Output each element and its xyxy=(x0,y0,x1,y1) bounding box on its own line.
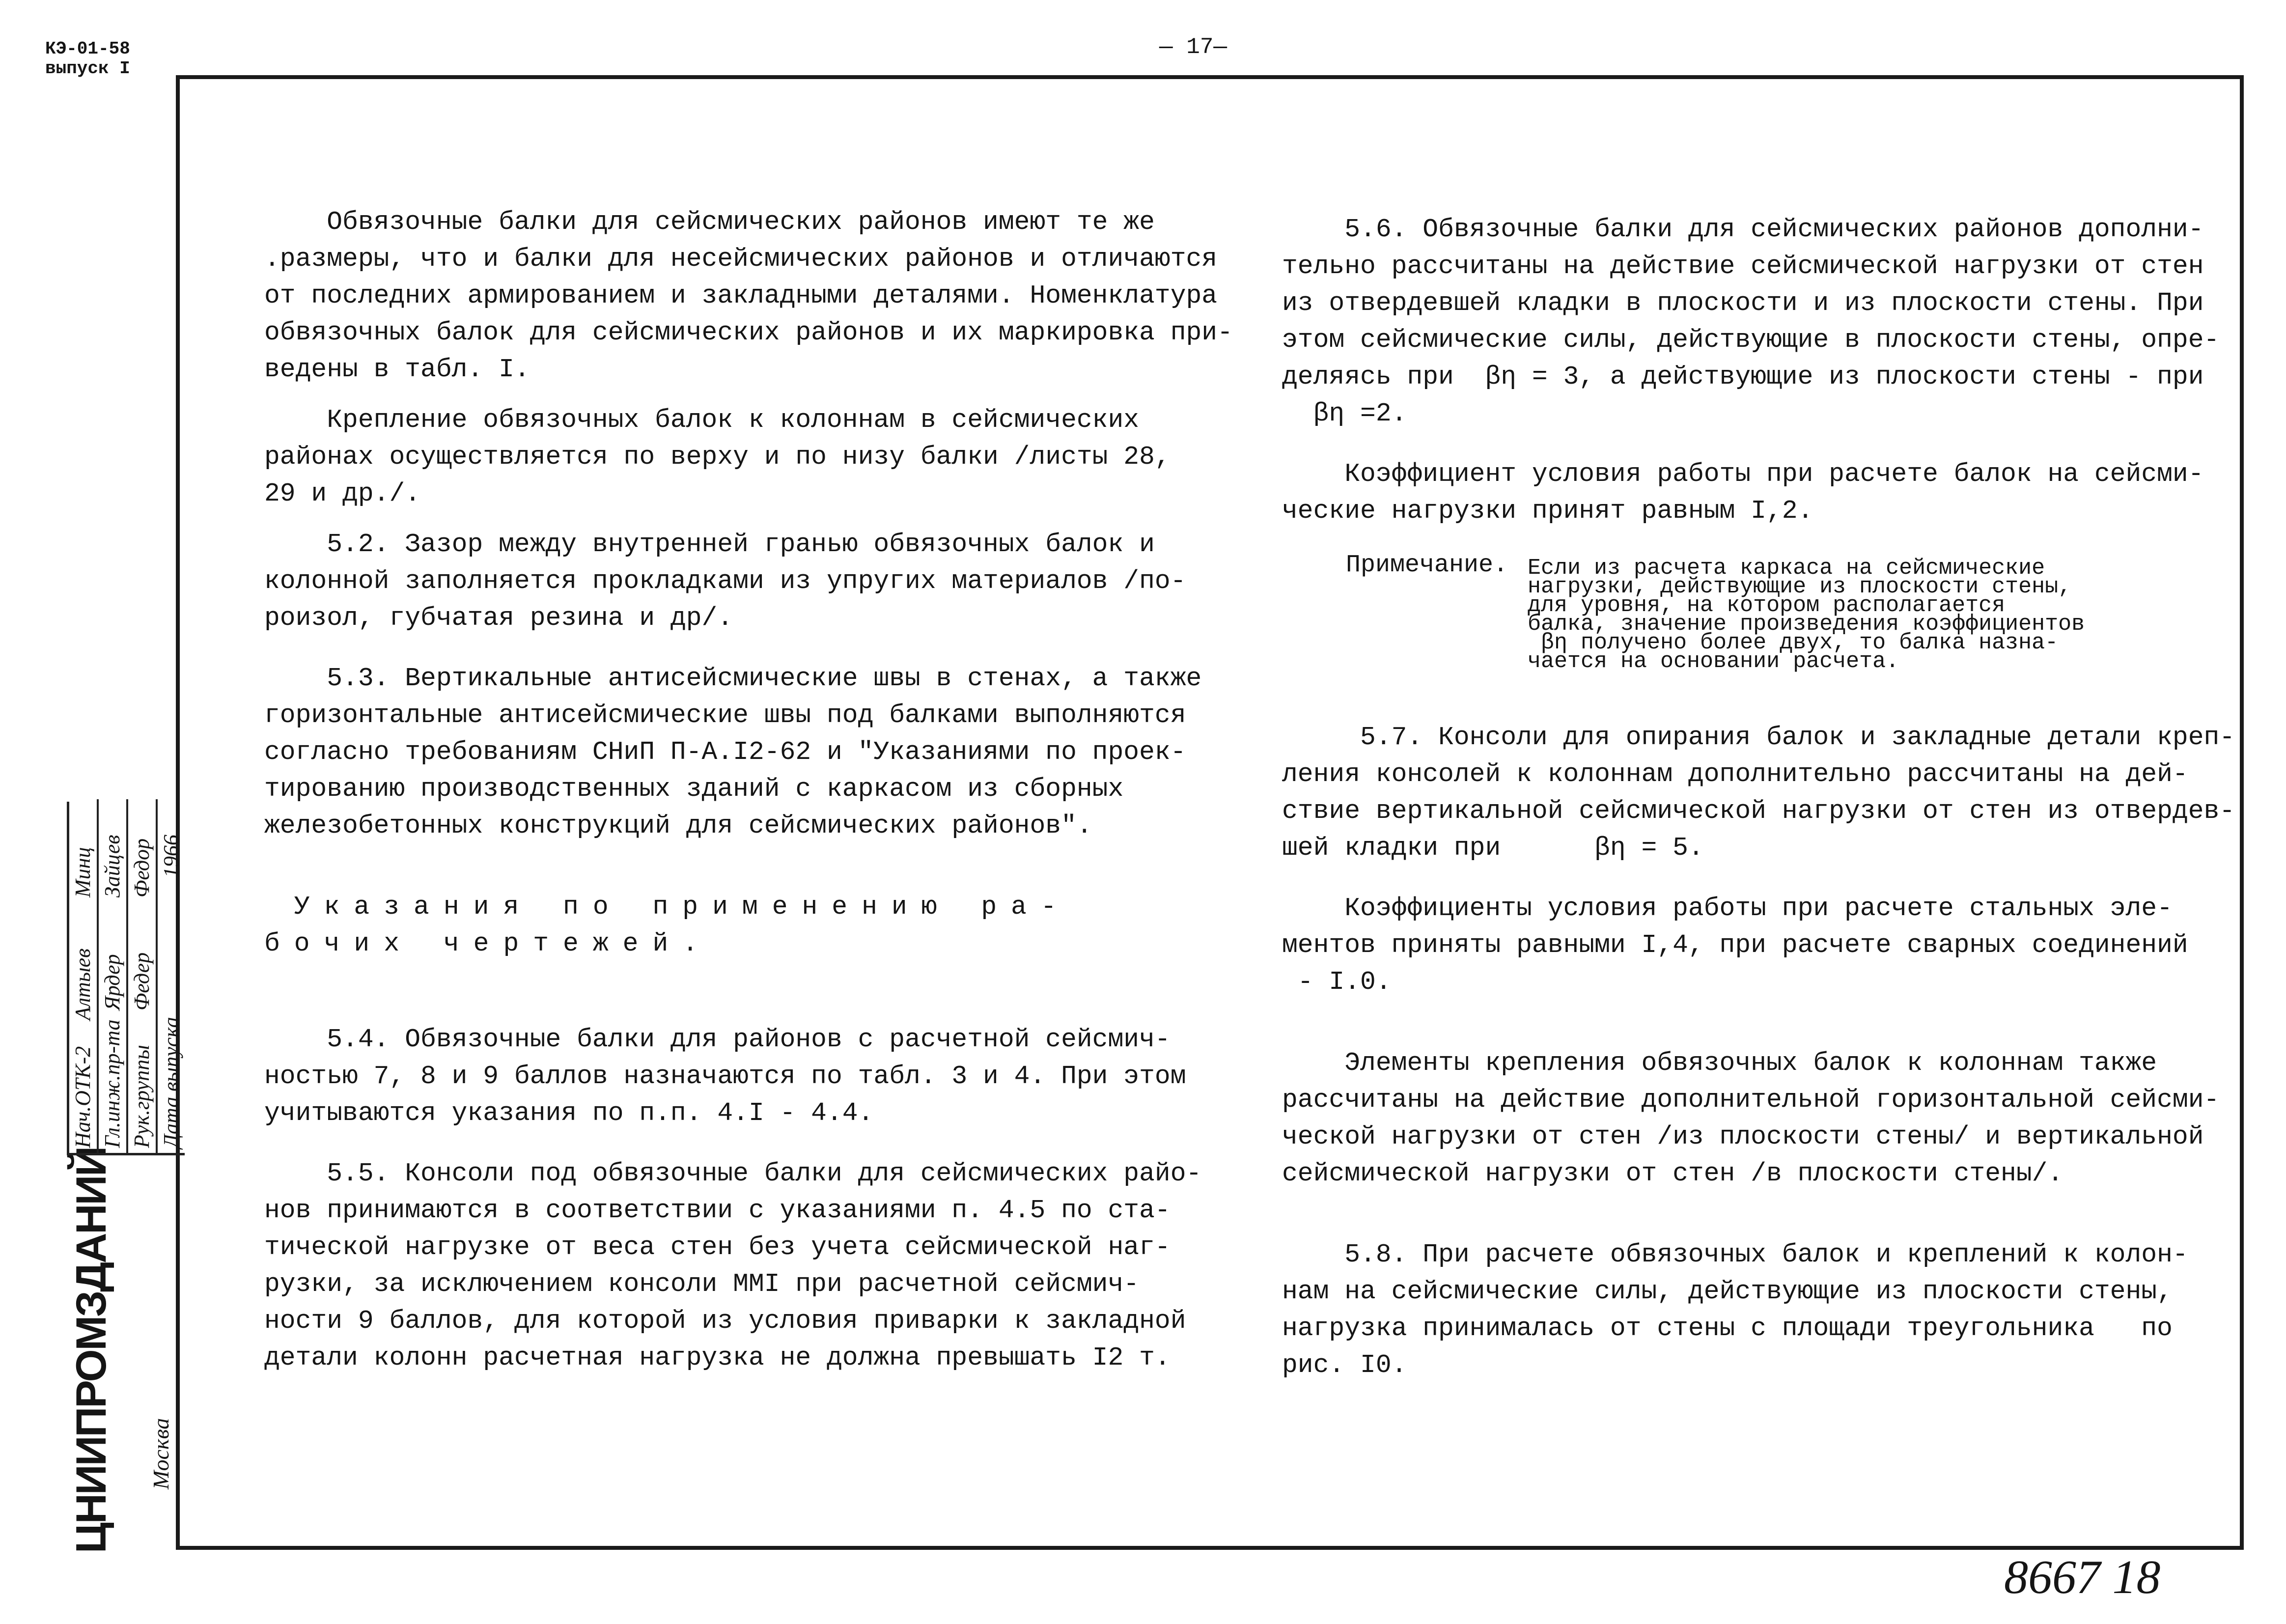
text-line: Элементы крепления обвязочных балок к колоннам также xyxy=(1282,1048,2157,1078)
text-line: 5.3. Вертикальные антисейсмические швы в стенах, а также xyxy=(264,664,1202,693)
stamp-city: Москва xyxy=(148,1418,173,1489)
stamp-role: Дата выпуска xyxy=(159,1017,183,1148)
text-line: тической нагрузке от веса стен без учета сейсмической наг- xyxy=(264,1232,1171,1262)
text-line: сейсмической нагрузки от стен /в плоскости стены/. xyxy=(1282,1159,2063,1188)
note-text xyxy=(1528,556,2085,674)
text-line: колонной заполняется прокладками из упругих материалов /по- xyxy=(264,566,1186,596)
document-code-line2: выпуск I xyxy=(45,58,130,79)
text-line: Коэффициенты условия работы при расчете стальных эле- xyxy=(1282,894,2173,923)
note-line: Если из расчета каркаса на сейсмические xyxy=(1528,556,2045,581)
text-line: Крепление обвязочных балок к колоннам в сейсмических xyxy=(264,405,1140,435)
elements-paragraph xyxy=(1282,1045,2220,1192)
text-line: рис. I0. xyxy=(1282,1350,1407,1380)
text-line: 5.8. При расчете обвязочных балок и креплений к колон- xyxy=(1282,1240,2188,1269)
text-line: нам на сейсмические силы, действующие из плоскости стены, xyxy=(1282,1277,2173,1306)
stamp-grid xyxy=(67,802,185,1155)
text-line: детали колонн расчетная нагрузка не должна превышать I2 т. xyxy=(264,1343,1171,1372)
section-5-7 xyxy=(1282,719,2235,867)
text-line: учитываются указания по п.п. 4.I - 4.4. xyxy=(264,1098,874,1128)
intro-paragraph xyxy=(264,204,1233,388)
text-line: горизонтальные антисейсмические швы под балками выполняются xyxy=(264,700,1186,730)
mount-paragraph xyxy=(264,402,1198,512)
text-line: ческой нагрузки от стен /из плоскости стены/ и вертикальной xyxy=(1282,1122,2204,1151)
text-line: ствие вертикальной сейсмической нагрузки от стен из отвердев- xyxy=(1282,796,2235,826)
text-line: .размеры, что и балки для несейсмических районов и отличаются xyxy=(264,244,1218,274)
title-stamp xyxy=(67,802,185,1553)
text-line: 5.2. Зазор между внутренней гранью обвязочных балок и xyxy=(264,530,1155,559)
stamp-row xyxy=(158,799,187,1153)
text-line: районах осуществляется по верху и по низу балки /листы 28, xyxy=(264,442,1171,472)
stamp-name: Федор xyxy=(130,838,154,897)
text-line: шей кладки при βη = 5. xyxy=(1282,833,1704,863)
page-number: — 17— xyxy=(1159,34,1227,60)
text-line: из отвердевшей кладки в плоскости и из плоскости стены. При xyxy=(1282,288,2204,318)
stamp-organization: ЦНИИПРОМЗДАНИЙ xyxy=(68,1147,115,1553)
text-line: Коэффициент условия работы при расчете балок на сейсми- xyxy=(1282,459,2204,489)
section-5-6 xyxy=(1282,211,2220,432)
note-line: для уровня, на котором располагается xyxy=(1528,593,2006,618)
heading-line: бочих чертежей. xyxy=(264,929,713,958)
stamp-row xyxy=(69,799,99,1153)
text-line: 5.4. Обвязочные балки для районов с расчетной сейсмич- xyxy=(264,1025,1171,1054)
text-line: роизол, губчатая резина и др/. xyxy=(264,603,733,633)
text-line: обвязочных балок для сейсмических районов и их маркировка при- xyxy=(264,318,1233,347)
note-line: балка, значение произведения коэффициентов xyxy=(1528,612,2085,637)
text-line: ностью 7, 8 и 9 баллов назначаются по табл. 3 и 4. При этом xyxy=(264,1062,1186,1091)
text-line: 5.7. Консоли для опирания балок и закладные детали креп- xyxy=(1282,723,2235,752)
stamp-row xyxy=(128,799,158,1153)
document-code-line1: КЭ-01-58 xyxy=(45,39,130,59)
stamp-role: Нач.ОТК-2 xyxy=(71,1046,95,1148)
handwritten-sheet-number: 8667 18 xyxy=(2004,1551,2161,1604)
text-line: 5.5. Консоли под обвязочные балки для сейсмических райо- xyxy=(264,1159,1202,1188)
text-line: ческие нагрузки принят равным I,2. xyxy=(1282,496,1813,526)
section-5-5 xyxy=(264,1155,1202,1376)
coefficients-steel-paragraph xyxy=(1282,890,2215,1001)
stamp-role: Гл.инж.пр-та xyxy=(100,1019,124,1148)
note-line: нагрузки, действующие из плоскости стены, xyxy=(1528,574,2072,599)
text-line: рассчитаны на действие дополнительной горизонтальной сейсми- xyxy=(1282,1085,2220,1115)
stamp-signature: Алтыев xyxy=(71,948,95,1020)
text-line: 29 и др./. xyxy=(264,479,421,508)
text-line: рузки, за исключением консоли ММI при расчетной сейсмич- xyxy=(264,1269,1140,1299)
text-line: нов принимаются в соответствии с указаниями п. 4.5 по ста- xyxy=(264,1196,1171,1225)
text-line: ности 9 баллов, для которой из условия приварки к закладной xyxy=(264,1306,1186,1336)
stamp-name: Зайцев xyxy=(100,835,124,897)
section-5-2 xyxy=(264,526,1198,637)
section-heading xyxy=(264,889,1198,962)
text-line: согласно требованиям СНиП П-А.I2-62 и "Указаниями по проек- xyxy=(264,737,1186,767)
left-column xyxy=(264,204,1233,1376)
section-5-8 xyxy=(1282,1236,2215,1384)
text-line: от последних армированием и закладными деталями. Номенклатура xyxy=(264,281,1218,310)
section-5-3 xyxy=(264,660,1202,844)
stamp-signature: Федер xyxy=(130,952,154,1010)
text-line: тированию производственных зданий с каркасом из сборных xyxy=(264,774,1124,804)
text-line: железобетонных конструкций для сейсмических районов". xyxy=(264,811,1092,840)
heading-line: Указания по применению ра- xyxy=(264,892,1071,922)
document-code xyxy=(45,39,130,79)
note-line: чается на основании расчета. xyxy=(1528,649,1899,674)
note-line: βη получено более двух, то балка назна- xyxy=(1528,630,2059,655)
text-line: деляясь при βη = 3, а действующие из плоскости стены - при xyxy=(1282,362,2204,392)
text-line: ведены в табл. I. xyxy=(264,355,530,384)
text-line: 5.6. Обвязочные балки для сейсмических районов дополни- xyxy=(1282,215,2204,244)
stamp-name: Минц xyxy=(71,847,95,897)
text-line: этом сейсмические силы, действующие в плоскости стены, опре- xyxy=(1282,325,2220,355)
text-line: тельно рассчитаны на действие сейсмической нагрузки от стен xyxy=(1282,252,2204,281)
stamp-signature: Ярдер xyxy=(100,954,124,1010)
text-line: нагрузка принималась от стены с площади треугольника по xyxy=(1282,1314,2173,1343)
text-line: ментов приняты равными I,4, при расчете сварных соединений xyxy=(1282,930,2188,960)
stamp-role: Рук.группы xyxy=(130,1045,154,1148)
text-line: Обвязочные балки для сейсмических районов имеют те же xyxy=(264,207,1155,237)
text-line: βη =2. xyxy=(1282,399,1407,428)
coefficient-paragraph xyxy=(1282,456,2215,530)
text-line: - I.0. xyxy=(1282,967,1392,997)
note-block xyxy=(1282,553,2215,696)
section-5-4 xyxy=(264,1021,1198,1132)
right-column xyxy=(1282,211,2235,1384)
stamp-row xyxy=(99,799,128,1153)
note-label: Примечание. xyxy=(1346,551,1508,579)
text-line: ления консолей к колоннам дополнительно рассчитаны на дей- xyxy=(1282,759,2188,789)
stamp-name: 1966 xyxy=(159,835,183,878)
